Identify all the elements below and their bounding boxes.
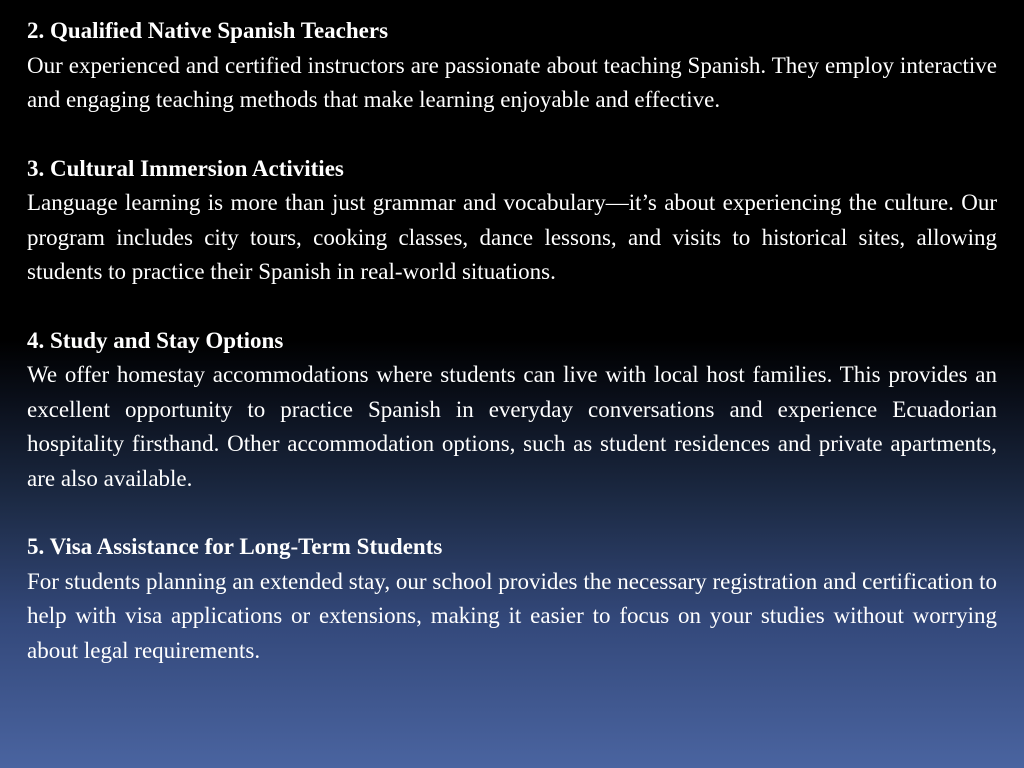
- section-study-stay: [27, 324, 997, 497]
- slide-content: [27, 14, 997, 702]
- section-heading: 4. Study and Stay Options: [27, 327, 284, 353]
- section-paragraph: We offer homestay accommodations where students can live with local host families. This provides an excellent opportunity to practice Spanish in everyday conversations and experience Ecuadorian hospitality firsthand. Other accommodation options, such as student residences and private apartments, are also available.: [27, 362, 997, 491]
- section-cultural-immersion: [27, 152, 997, 290]
- section-heading: 3. Cultural Immersion Activities: [27, 155, 344, 181]
- section-paragraph: For students planning an extended stay, our school provides the necessary registration and certification to help with visa applications or extensions, making it easier to focus on your studies without worrying about legal requirements.: [27, 568, 997, 663]
- section-visa-assistance: [27, 530, 997, 668]
- section-heading: 5. Visa Assistance for Long-Term Students: [27, 534, 443, 559]
- section-qualified-teachers: [27, 14, 997, 118]
- section-paragraph: Our experienced and certified instructors are passionate about teaching Spanish. They employ interactive and engaging teaching methods that make learning enjoyable and effective.: [27, 52, 997, 112]
- section-paragraph: Language learning is more than just grammar and vocabulary—it’s about experiencing the culture. Our program includes city tours, cooking classes, dance lessons, and visits to historical sites, allowing students to practice their Spanish in real-world situations.: [27, 190, 997, 284]
- section-heading: 2. Qualified Native Spanish Teachers: [27, 18, 389, 43]
